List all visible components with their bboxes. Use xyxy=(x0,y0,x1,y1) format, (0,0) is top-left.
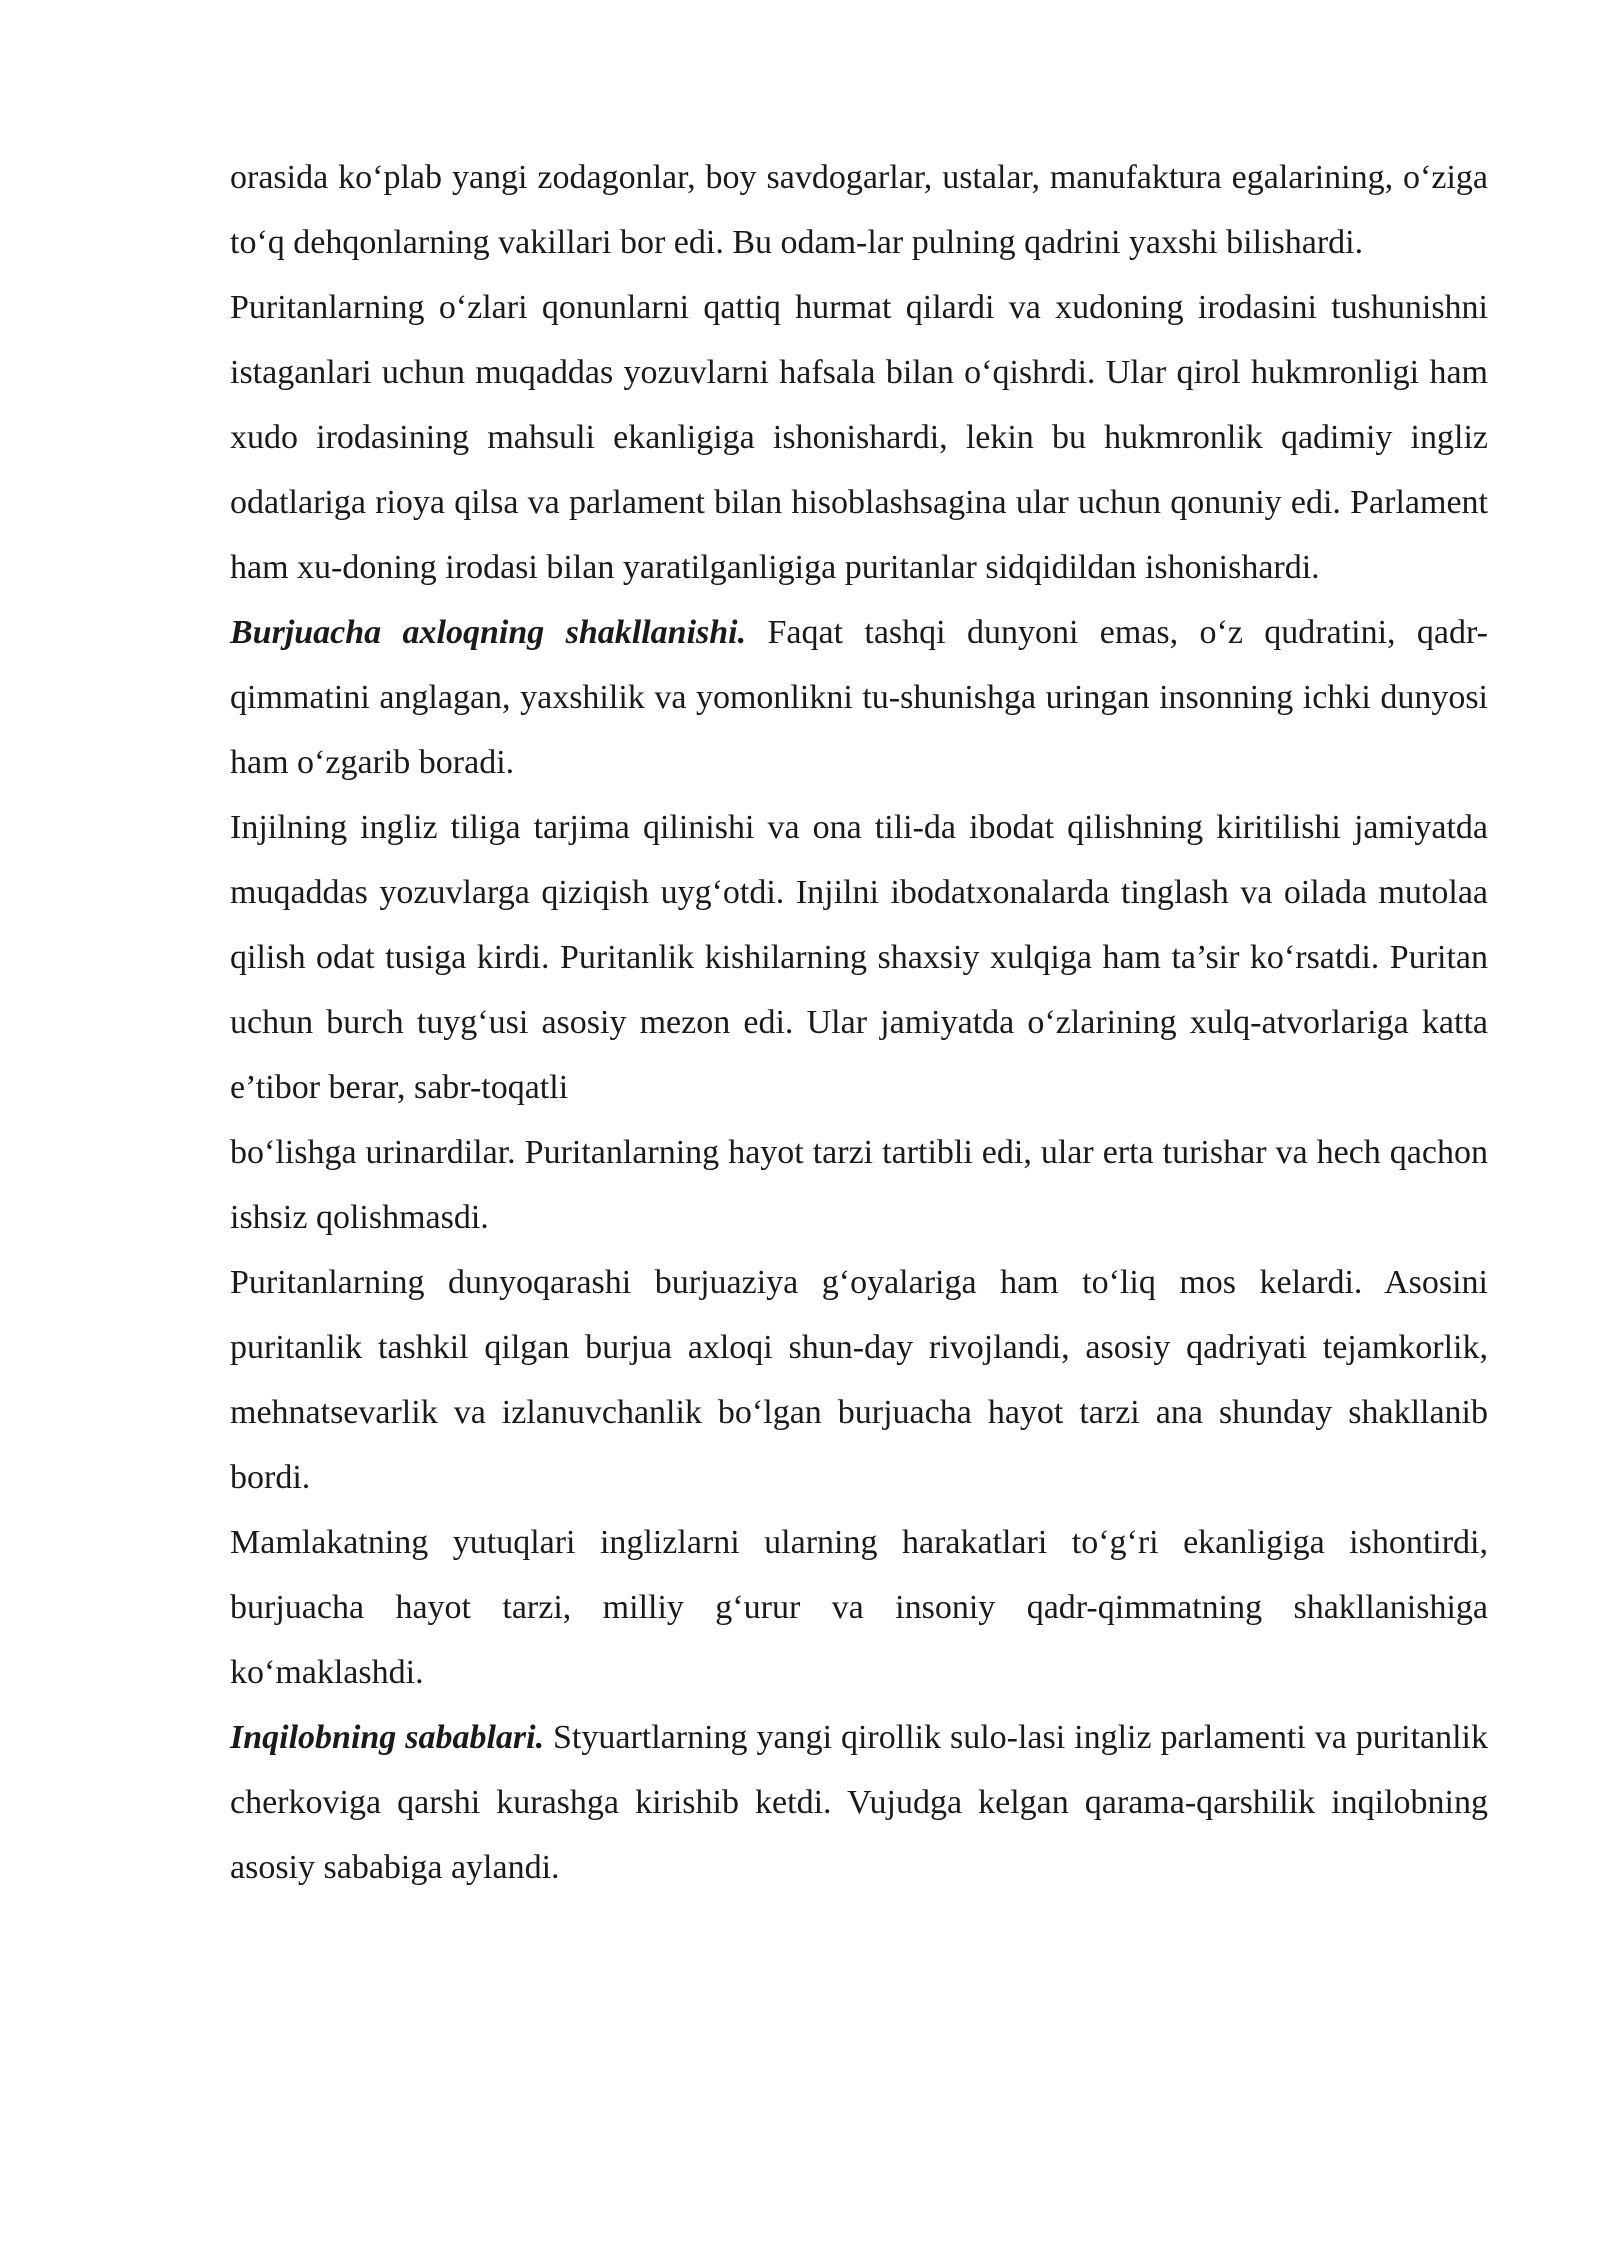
paragraph-text: Faqat tashqi dunyoni emas, oʻz qudratini, qadr-qimmatini anglagan, yaxshilik va yomonlikni tu-shunishga uringan insonning ichki dunyosi ham oʻzgarib boradi. xyxy=(230,614,1488,781)
paragraph-text: Styuartlarning yangi qirollik sulo-lasi ingliz parlamenti va puritanlik cherkoviga qarshi kurashga kirishib ketdi. Vujudga kelgan qarama-qarshilik inqilobning asosiy sababiga aylandi. xyxy=(230,1719,1489,1886)
paragraph-text: Injilning ingliz tiliga tarjima qilinishi va ona tili-da ibodat qilishning kiritilishi jamiyatda muqaddas yozuvlarga qiziqish uygʻotdi. Injilni ibodatxonalarda tinglash va oilada mutolaa qilish odat tusiga kirdi. Puritanlik kishilarning shaxsiy xulqiga ham ta’sir koʻrsatdi. Puritan uchun burch tuygʻusi asosiy mezon edi. Ular jamiyatda oʻzlarining xulq-atvorlariga katta e’tibor berar, sabr-toqatli xyxy=(230,809,1488,1106)
paragraph-6 xyxy=(230,1250,1488,1510)
paragraph-4 xyxy=(230,795,1488,1120)
paragraph-text: boʻlishga urinardilar. Puritanlarning hayot tarzi tartibli edi, ular erta turishar va hech qachon ishsiz qolishmasdi. xyxy=(230,1134,1488,1236)
paragraph-1 xyxy=(230,145,1488,275)
paragraph-8 xyxy=(230,1705,1488,1900)
paragraph-text: Mamlakatning yutuqlari inglizlarni ularning harakatlari toʻgʻri ekanligiga ishontirdi, burjuacha hayot tarzi, milliy gʻurur va insoniy qadr-qimmatning shakllanishiga koʻmaklashdi. xyxy=(230,1524,1488,1691)
paragraph-3 xyxy=(230,600,1488,795)
section-heading-inqilob-sabablari: Inqilobning sabablari. xyxy=(230,1719,545,1756)
paragraph-7 xyxy=(230,1510,1488,1705)
paragraph-2 xyxy=(230,275,1488,600)
paragraph-5 xyxy=(230,1120,1488,1250)
section-heading-burjuacha-axloq: Burjuacha axloqning shakllanishi. xyxy=(230,614,747,651)
paragraph-text: Puritanlarning oʻzlari qonunlarni qattiq hurmat qilardi va xudoning irodasini tushunishni istaganlari uchun muqaddas yozuvlarni hafsala bilan oʻqishrdi. Ular qirol hukmronligi ham xudo irodasining mahsuli ekanligiga ishonishardi, lekin bu hukmronlik qadimiy ingliz odatlariga rioya qilsa va parlament bilan hisoblashsagina ular uchun qonuniy edi. Parlament ham xu-doning irodasi bilan yaratilganligiga puritanlar sidqidildan ishonishardi. xyxy=(230,289,1488,586)
paragraph-text: orasida koʻplab yangi zodagonlar, boy savdogarlar, ustalar, manufaktura egalarining, oʻziga toʻq dehqonlarning vakillari bor edi. Bu odam-lar pulning qadrini yaxshi bilishardi. xyxy=(230,159,1488,261)
document-page xyxy=(230,145,1488,1900)
paragraph-text: Puritanlarning dunyoqarashi burjuaziya gʻoyalariga ham toʻliq mos kelardi. Asosini puritanlik tashkil qilgan burjua axloqi shun-day rivojlandi, asosiy qadriyati tejamkorlik, mehnatsevarlik va izlanuvchanlik boʻlgan burjuacha hayot tarzi ana shunday shakllanib bordi. xyxy=(230,1264,1488,1496)
